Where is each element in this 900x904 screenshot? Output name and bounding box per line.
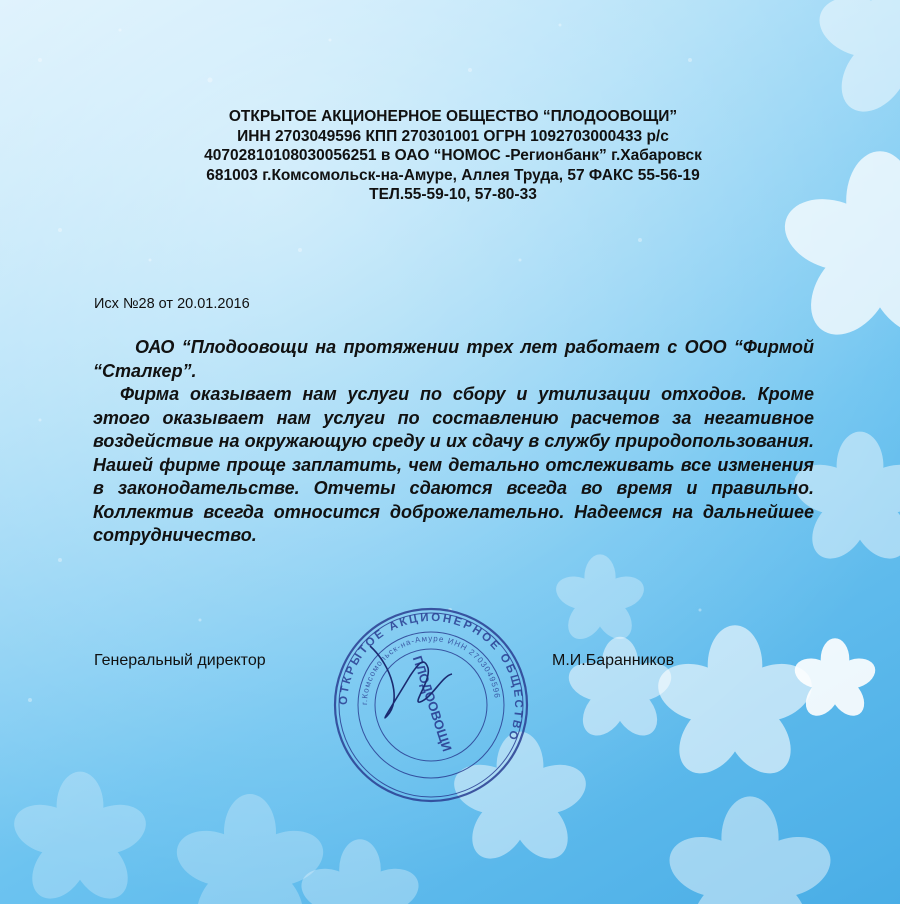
signatory-name: М.И.Баранников [552, 652, 675, 669]
company-letterhead [90, 107, 816, 205]
stamp-center-text: ПЛОДООВОЩИ [409, 653, 455, 754]
stamp-inner-text: г.Комсомольск-на-Амуре ИНН 2703049596 [359, 633, 502, 706]
body-paragraph-1: ОАО “Плодоовощи на протяжении трех лет работает с ООО “Фирмой “Сталкер”. [93, 337, 814, 381]
letterhead-registration-ids: ИНН 2703049596 КПП 270301001 ОГРН 1092703000433 р/с [237, 127, 669, 145]
signatory-title: Генеральный директор [94, 652, 266, 669]
letterhead-phone: ТЕЛ.55-59-10, 57-80-33 [369, 186, 537, 203]
body-paragraph-2: Фирма оказывает нам услуги по сбору и утилизации отходов. Кроме этого оказывает нам услуги по составлению расчетов за негативное воздействие на окружающую среду и их сдачу в службу природопользования. Нашей фирме проще заплатить, чем детально отслеживать все изменения в законодательстве. Отчеты сдаются всегда во время и правильно. Коллектив всегда относится доброжелательно. Надеемся на дальнейшее сотрудничество. [93, 384, 814, 545]
letterhead-address-fax: 681003 г.Комсомольск-на-Амуре, Аллея Труда, 57 ФАКС 55-56-19 [206, 166, 700, 184]
outgoing-reference: Исх №28 от 20.01.2016 [94, 296, 250, 312]
letter-body [93, 336, 814, 548]
letterhead-bank-account: 40702810108030056251 в ОАО “НОМОС -Регионбанк” г.Хабаровск [204, 147, 702, 164]
letterhead-company-name: ОТКРЫТОЕ АКЦИОНЕРНОЕ ОБЩЕСТВО “ПЛОДООВОЩИ” [228, 108, 678, 125]
stamp-outer-text: ОТКРЫТОЕ АКЦИОНЕРНОЕ ОБЩЕСТВО [337, 611, 525, 744]
company-stamp [332, 606, 530, 804]
